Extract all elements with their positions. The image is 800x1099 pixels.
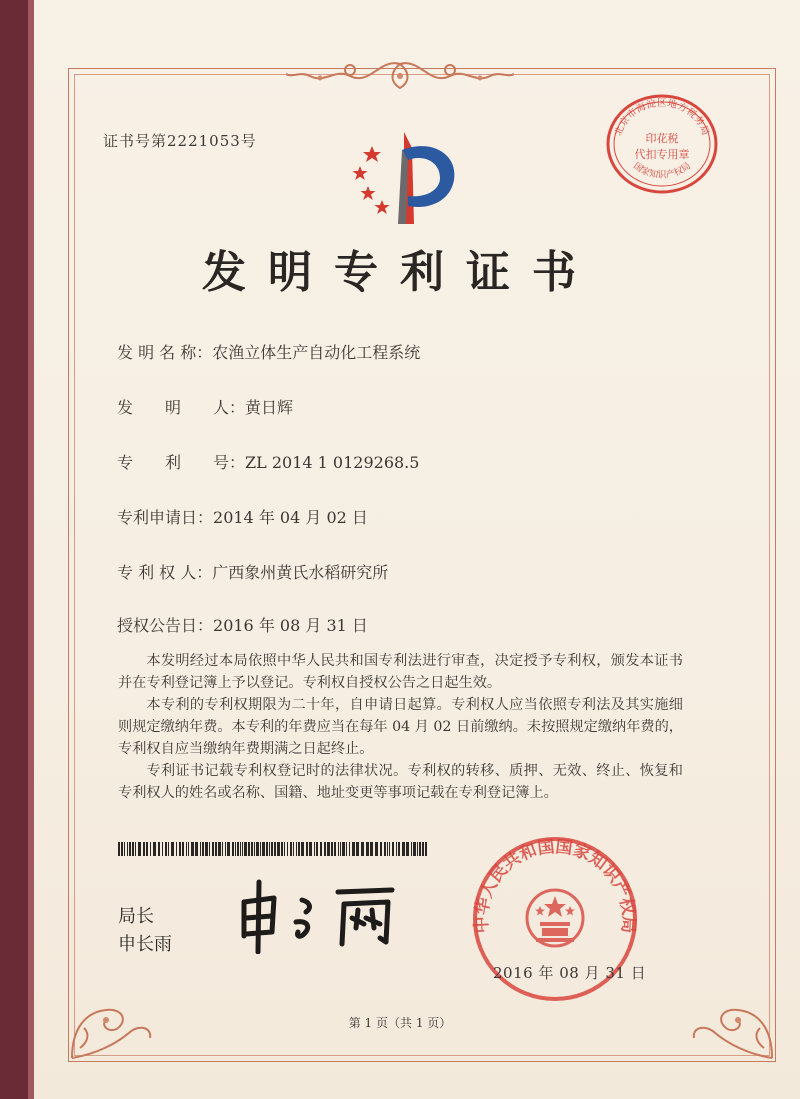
barcode — [118, 842, 430, 856]
field-value: ZL 2014 1 0129268.5 — [245, 453, 420, 472]
svg-text:国家知识产权局 — [631, 160, 693, 180]
national-emblem-icon — [527, 890, 583, 946]
field-value: 2014 年 04 月 02 日 — [213, 508, 368, 527]
field-label: 发 明 人： — [117, 398, 246, 417]
field-invention-name — [117, 340, 420, 363]
certificate-body — [118, 650, 683, 804]
binding-strip — [0, 0, 28, 1099]
tax-stamp-seal — [604, 92, 720, 196]
patent-office-logo — [342, 128, 460, 230]
field-grant-date — [117, 613, 368, 636]
field-label: 发 明 名 称： — [117, 343, 213, 362]
field-inventor — [117, 395, 293, 418]
tax-stamp-bottom-text: 国家知识产权局 — [631, 161, 693, 181]
tax-stamp-arc-text: 北京市海淀区地方税务局 — [613, 98, 711, 138]
field-value: 2016 年 08 月 31 日 — [213, 616, 368, 635]
top-ornament — [280, 56, 520, 96]
field-patent-number — [117, 450, 419, 473]
field-patentee — [117, 560, 388, 583]
field-label: 专 利 权 人： — [117, 563, 213, 582]
field-value: 广西象州黄氏水稻研究所 — [212, 563, 389, 582]
field-label: 专 利 号： — [117, 453, 246, 472]
body-paragraph: 本专利的专利权期限为二十年，自申请日起算。专利权人应当依照专利法及其实施细则规定缴纳年费。本专利的年费应当在每年 04 月 02 日前缴纳。未按照规定缴纳年费的，专利权自应当缴纳年费期满之日起终止。 — [118, 697, 683, 757]
seal-date: 2016 年 08 月 31 日 — [493, 964, 647, 982]
certificate-number: 证书号第2221053号 — [103, 132, 257, 150]
seal-arc-text: 中华人民共和国国家知识产权局 — [471, 836, 639, 934]
svg-text:中华人民共和国国家知识产权局 — [471, 837, 640, 934]
page-number: 第 1 页（共 1 页） — [348, 1016, 452, 1030]
field-label: 授权公告日： — [117, 616, 214, 635]
field-value: 农渔立体生产自动化工程系统 — [212, 343, 421, 362]
certificate-title: 发明专利证书 — [202, 247, 598, 298]
field-value: 黄日辉 — [245, 398, 294, 417]
field-application-date — [117, 505, 368, 528]
field-label: 专利申请日： — [117, 508, 214, 527]
director-signature — [232, 874, 412, 954]
body-paragraph: 专利证书记载专利权登记时的法律状况。专利权的转移、质押、无效、终止、恢复和专利权人的姓名或名称、国籍、地址变更等事项记载在专利登记簿上。 — [118, 763, 683, 801]
tax-stamp-line2: 代扣专用章 — [634, 148, 690, 161]
tax-stamp-line1: 印花税 — [645, 132, 679, 145]
director-title: 局长 — [118, 906, 154, 927]
director-name: 申长雨 — [118, 934, 172, 955]
body-paragraph: 本发明经过本局依照中华人民共和国专利法进行审查，决定授予专利权，颁发本证书并在专利登记簿上予以登记。专利权自授权公告之日起生效。 — [118, 653, 683, 691]
